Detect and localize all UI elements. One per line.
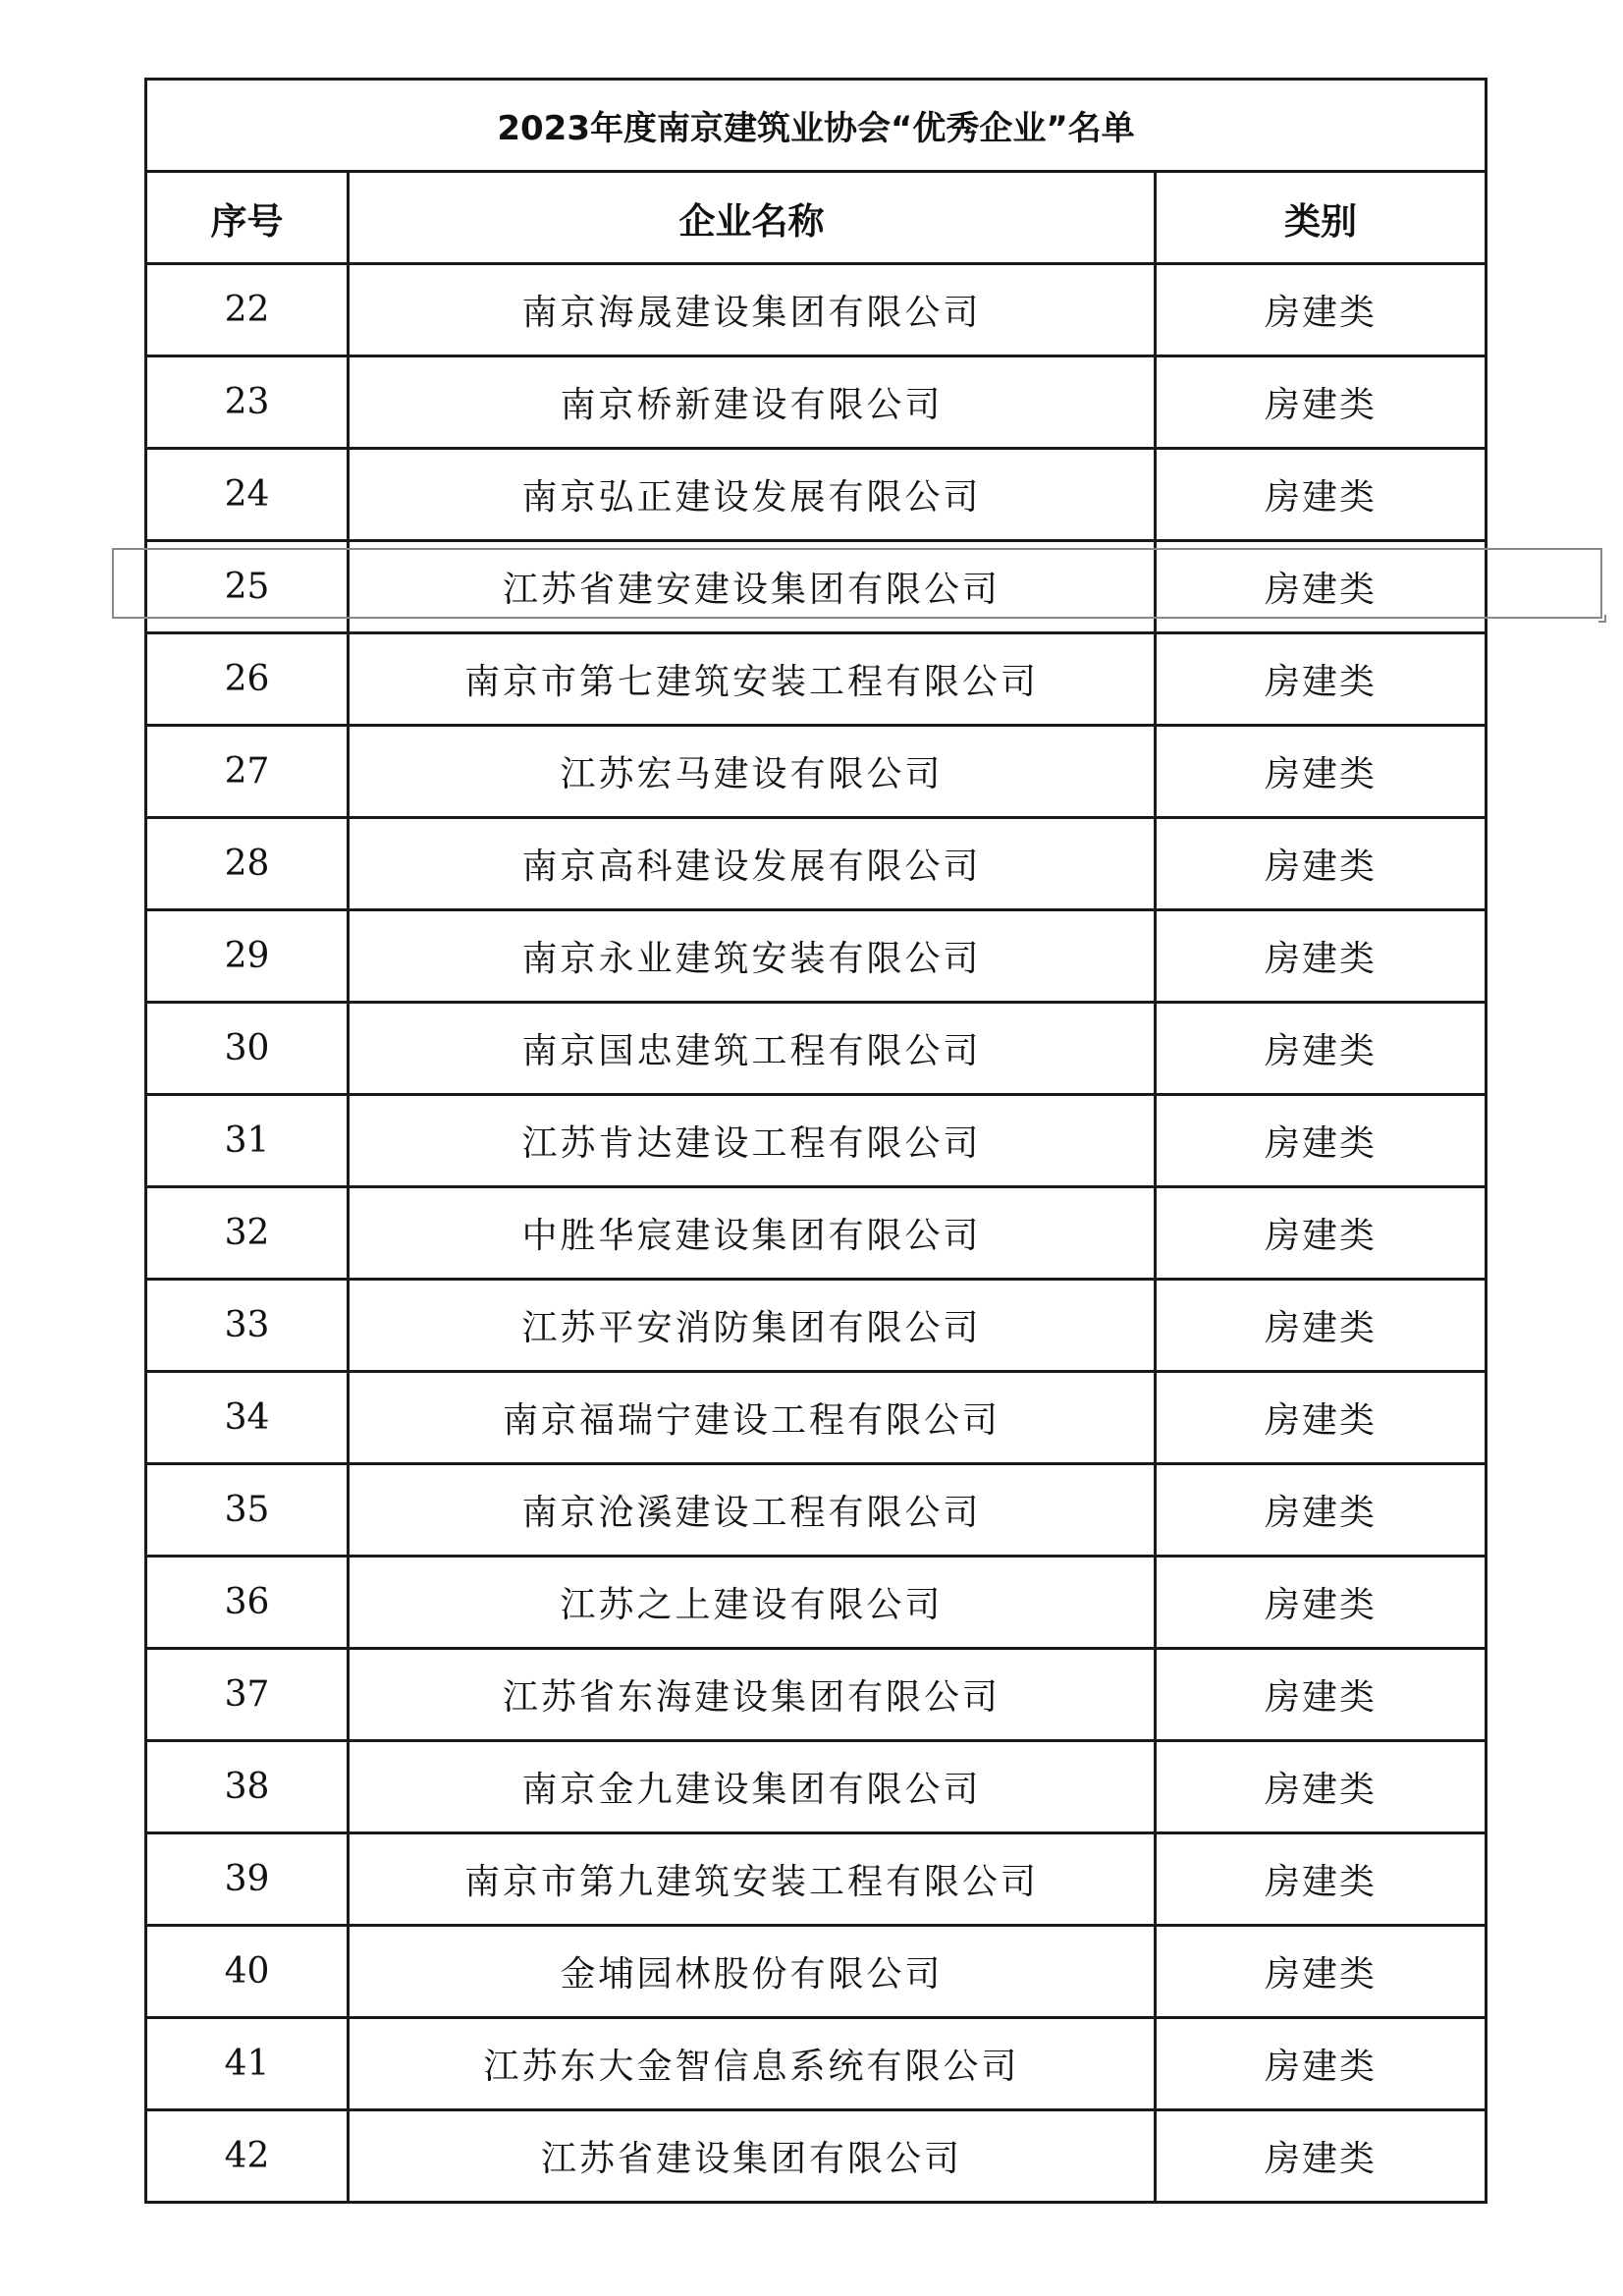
company-name: 南京桥新建设有限公司: [349, 356, 1156, 449]
company-name: 南京沧溪建设工程有限公司: [349, 1464, 1156, 1557]
company-category: 房建类: [1156, 264, 1487, 356]
company-category: 房建类: [1156, 2018, 1487, 2110]
company-category: 房建类: [1156, 910, 1487, 1003]
company-name: 中胜华宸建设集团有限公司: [349, 1187, 1156, 1280]
company-category: 房建类: [1156, 818, 1487, 910]
company-name: 江苏之上建设有限公司: [349, 1557, 1156, 1649]
company-category: 房建类: [1156, 1187, 1487, 1280]
company-name: 江苏省东海建设集团有限公司: [349, 1649, 1156, 1741]
company-category: 房建类: [1156, 1926, 1487, 2018]
company-name: 南京海晟建设集团有限公司: [349, 264, 1156, 356]
company-category: 房建类: [1156, 1372, 1487, 1464]
table-row: [146, 1649, 1487, 1741]
row-number: 22: [146, 264, 349, 356]
table-row: [146, 264, 1487, 356]
company-name: 江苏宏马建设有限公司: [349, 726, 1156, 818]
header-company-name: 企业名称: [349, 172, 1156, 264]
table-row: [146, 1095, 1487, 1187]
row-number: 29: [146, 910, 349, 1003]
row-number: 25: [146, 541, 349, 633]
company-category: 房建类: [1156, 633, 1487, 726]
company-category: 房建类: [1156, 2110, 1487, 2203]
company-category: 房建类: [1156, 541, 1487, 633]
table-row: [146, 1372, 1487, 1464]
company-category: 房建类: [1156, 449, 1487, 541]
row-number: 23: [146, 356, 349, 449]
table-row: [146, 2110, 1487, 2203]
table-row: [146, 2018, 1487, 2110]
company-category: 房建类: [1156, 726, 1487, 818]
row-number: 42: [146, 2110, 349, 2203]
company-name: 南京永业建筑安装有限公司: [349, 910, 1156, 1003]
table-row: [146, 1926, 1487, 2018]
company-category: 房建类: [1156, 1557, 1487, 1649]
table-row: [146, 1557, 1487, 1649]
table-row: [146, 1833, 1487, 1926]
company-category: 房建类: [1156, 1095, 1487, 1187]
company-name: 南京市第七建筑安装工程有限公司: [349, 633, 1156, 726]
company-category: 房建类: [1156, 1649, 1487, 1741]
row-number: 28: [146, 818, 349, 910]
row-number: 27: [146, 726, 349, 818]
row-number: 38: [146, 1741, 349, 1833]
table-row: [146, 1003, 1487, 1095]
table-row: [146, 1741, 1487, 1833]
row-number: 35: [146, 1464, 349, 1557]
row-number: 26: [146, 633, 349, 726]
document-title: 2023年度南京建筑业协会“优秀企业”名单: [146, 80, 1487, 172]
company-category: 房建类: [1156, 1741, 1487, 1833]
selection-resize-handle[interactable]: [1598, 615, 1606, 623]
table-row: [146, 541, 1487, 633]
table-row: [146, 818, 1487, 910]
company-name: 南京金九建设集团有限公司: [349, 1741, 1156, 1833]
row-number: 24: [146, 449, 349, 541]
title-row: [146, 80, 1487, 172]
company-category: 房建类: [1156, 1280, 1487, 1372]
table-row: [146, 910, 1487, 1003]
table-row: [146, 633, 1487, 726]
company-name: 南京高科建设发展有限公司: [349, 818, 1156, 910]
table-row: [146, 1280, 1487, 1372]
row-number: 33: [146, 1280, 349, 1372]
row-number: 34: [146, 1372, 349, 1464]
company-name: 南京弘正建设发展有限公司: [349, 449, 1156, 541]
header-number: 序号: [146, 172, 349, 264]
table-row: [146, 1464, 1487, 1557]
row-number: 32: [146, 1187, 349, 1280]
row-number: 36: [146, 1557, 349, 1649]
table-row: [146, 449, 1487, 541]
company-list-table: [144, 78, 1488, 2204]
company-name: 江苏省建设集团有限公司: [349, 2110, 1156, 2203]
row-number: 31: [146, 1095, 349, 1187]
row-number: 37: [146, 1649, 349, 1741]
table-row: [146, 726, 1487, 818]
company-name: 南京国忠建筑工程有限公司: [349, 1003, 1156, 1095]
company-name: 江苏肯达建设工程有限公司: [349, 1095, 1156, 1187]
header-row: [146, 172, 1487, 264]
company-name: 江苏省建安建设集团有限公司: [349, 541, 1156, 633]
company-name: 江苏东大金智信息系统有限公司: [349, 2018, 1156, 2110]
company-category: 房建类: [1156, 1464, 1487, 1557]
row-number: 41: [146, 2018, 349, 2110]
table-row: [146, 356, 1487, 449]
company-name: 金埔园林股份有限公司: [349, 1926, 1156, 2018]
table-row: [146, 1187, 1487, 1280]
row-number: 30: [146, 1003, 349, 1095]
company-category: 房建类: [1156, 1833, 1487, 1926]
header-category: 类别: [1156, 172, 1487, 264]
company-category: 房建类: [1156, 356, 1487, 449]
company-category: 房建类: [1156, 1003, 1487, 1095]
row-number: 40: [146, 1926, 349, 2018]
company-name: 江苏平安消防集团有限公司: [349, 1280, 1156, 1372]
company-name: 南京市第九建筑安装工程有限公司: [349, 1833, 1156, 1926]
company-name: 南京福瑞宁建设工程有限公司: [349, 1372, 1156, 1464]
row-number: 39: [146, 1833, 349, 1926]
